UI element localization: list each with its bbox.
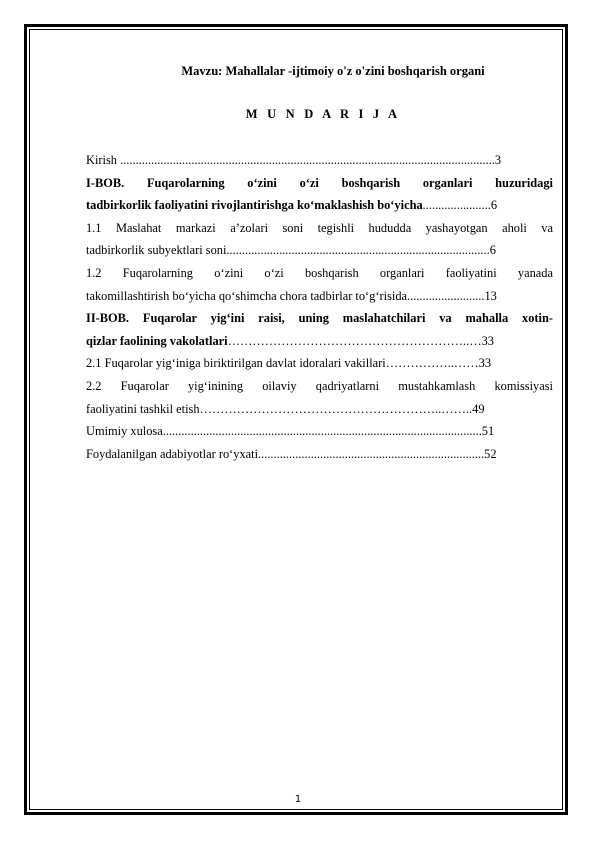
toc-line-text: 1.2 Fuqarolarning o‘zini o‘zi boshqarish organlari faoliyatini yanada [86,265,553,280]
contents-heading: M U N D A R I J A [245,107,401,121]
toc-line [86,262,553,285]
document-topic: Mavzu: Mahallalar -ijtimoiy o'z o'zini boshqarish organi [181,64,485,78]
toc-line [86,420,553,443]
toc-line [86,239,553,262]
toc-line-text: I-BOB. Fuqarolarning o‘zini o‘zi boshqarish organlari huzuridagi [86,175,553,190]
toc-line [86,172,553,195]
table-of-contents [86,149,553,465]
toc-line [86,307,553,330]
toc-line-text: 2.2 Fuqarolar yig‘inining oilaviy qadriyatlarni mustahkamlash komissiyasi [86,378,553,393]
toc-line-text: 2.1 Fuqarolar yig‘iniga biriktirilgan davlat idoralari vakillari……………..……33 [86,356,492,371]
toc-line [86,330,553,353]
toc-line-text: takomillashtirish bo‘yicha qo‘shimcha chora tadbirlar to‘g‘risida.........................13 [86,288,497,303]
toc-line-leader: ......................6 [422,198,498,213]
toc-line-text: 1.1 Maslahat markazi a’zolari soni tegishli hududda yashayotgan aholi va [86,220,553,235]
toc-line-text: Foydalanilgan adabiyotlar ro‘yxati.........................................................................52 [86,446,497,461]
toc-line-text: tadbirkorlik faoliyatini rivojlantirishga ko‘maklashish bo‘yicha [86,198,423,213]
toc-line [86,352,553,375]
toc-line [86,375,553,398]
toc-line [86,217,553,240]
toc-line [86,285,553,308]
toc-line-text: Umimiy xulosa.......................................................................................................51 [86,424,495,439]
toc-line [86,398,553,421]
toc-line-text: faoliyatini tashkil etish…………………………………………………..……..49 [86,401,485,416]
toc-line [86,194,553,217]
toc-line-text: Kirish .........................................................................................................................3 [86,153,502,167]
toc-line-text: qizlar faolining vakolatlari [86,333,228,348]
toc-line-text: tadbirkorlik subyektlari soni.....................................................................................6 [86,243,496,258]
toc-line-leader: …………………………………………………..…33 [227,333,494,348]
toc-line-text: II-BOB. Fuqarolar yig‘ini raisi, uning maslahatchilari va mahalla xotin- [86,311,553,326]
toc-line [86,443,553,466]
page-number: 1 [294,794,302,805]
toc-line [86,149,553,172]
